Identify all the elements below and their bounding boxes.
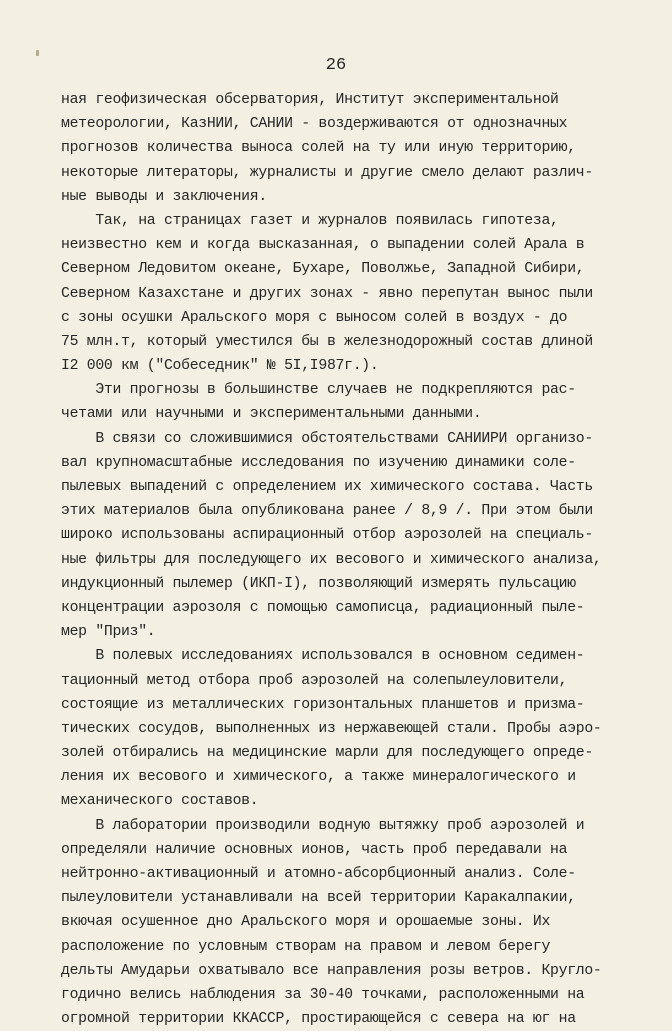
page-number: 26 [325,56,347,75]
text-line: состоящие из металлических горизонтальных планшетов и призма- [61,696,585,713]
text-line: В полевых исследованиях использовался в основном седимен- [61,648,585,665]
text-line: расположение по условным створам на правом и левом берегу [61,938,551,955]
text-line: пылеуловители устанавливали на всей территории Каракалпакии, [61,890,576,907]
text-line: четами или научными и экспериментальными данными. [61,406,482,423]
text-line: 75 млн.т, который уместился бы в железнодорожный состав длиной [61,333,593,350]
text-line: золей отбирались на медицинские марли для последующего опреде- [61,745,593,762]
text-line: ные выводы и заключения. [61,188,267,205]
text-line: определяли наличие основных ионов, часть проб передавали на [61,841,568,858]
text-line: широко использованы аспирационный отбор аэрозолей на специаль- [61,527,593,544]
text-line: ная геофизическая обсерватория, Институт экспериментальной [61,92,559,108]
text-line: Северном Казахстане и других зонах - явно перепутан вынос пыли [61,285,593,302]
text-line: некоторые литераторы, журналисты и другие смело делают различ- [61,164,593,181]
text-line: индукционный пылемер (ИКП-I), позволяющий измерять пульсацию [61,575,576,592]
text-line: тационный метод отбора проб аэрозолей на солепылеуловители, [61,672,568,689]
text-line: прогнозов количества выноса солей на ту или иную территорию, [61,140,576,157]
text-line: метеорологии, КазНИИ, САНИИ - воздерживаются от однозначных [61,116,568,133]
text-line: I2 000 км ("Собеседник" № 5I,I987г.). [61,358,379,375]
text-line: Так, на страницах газет и журналов появилась гипотеза, [61,212,559,229]
text-line: мер "Приз". [61,624,156,641]
text-line: механического составов. [61,793,259,810]
text-line: пылевых выпадений с определением их химического состава. Часть [61,479,593,495]
text-line: годично велись наблюдения за 30-40 точками, расположенными на [61,986,585,1003]
text-line: этих материалов была опубликована ранее / 8,9 /. При этом были [61,503,593,520]
text-line: нейтронно-активационный и атомно-абсорбционный анализ. Соле- [61,866,576,882]
text-line: тических сосудов, выполненных из нержавеющей стали. Пробы аэро- [61,720,602,737]
text-line: Эти прогнозы в большинстве случаев не подкрепляются рас- [61,382,576,399]
body-text [61,88,621,1031]
text-line: огромной территории ККАССР, простирающейся с севера на юг на [61,1011,576,1028]
text-line: с зоны осушки Аральского моря с выносом солей в воздух - до [61,309,568,326]
text-line: ления их весового и химического, а также минералогического и [61,769,576,786]
text-line: неизвестно кем и когда высказанная, о выпадении солей Арала в [61,237,585,254]
text-line: концентрации аэрозоля с помощью самописца, радиационный пыле- [61,599,585,616]
text-line: Северном Ледовитом океане, Бухаре, Поволжье, Западной Сибири, [61,261,585,278]
text-line: В лаборатории производили водную вытяжку проб аэрозолей и [61,817,585,834]
text-line: дельты Амударьи охватывало все направления розы ветров. Кругло- [61,962,602,979]
text-line: В связи со сложившимися обстоятельствами САНИИРИ организо- [61,430,593,447]
text-line: ные фильтры для последующего их весового и химического анализа, [61,551,602,568]
text-line: вкючая осушенное дно Аральского моря и орошаемые зоны. Их [61,914,551,931]
text-line: вал крупномасштабные исследования по изучению динамики соле- [61,454,576,471]
